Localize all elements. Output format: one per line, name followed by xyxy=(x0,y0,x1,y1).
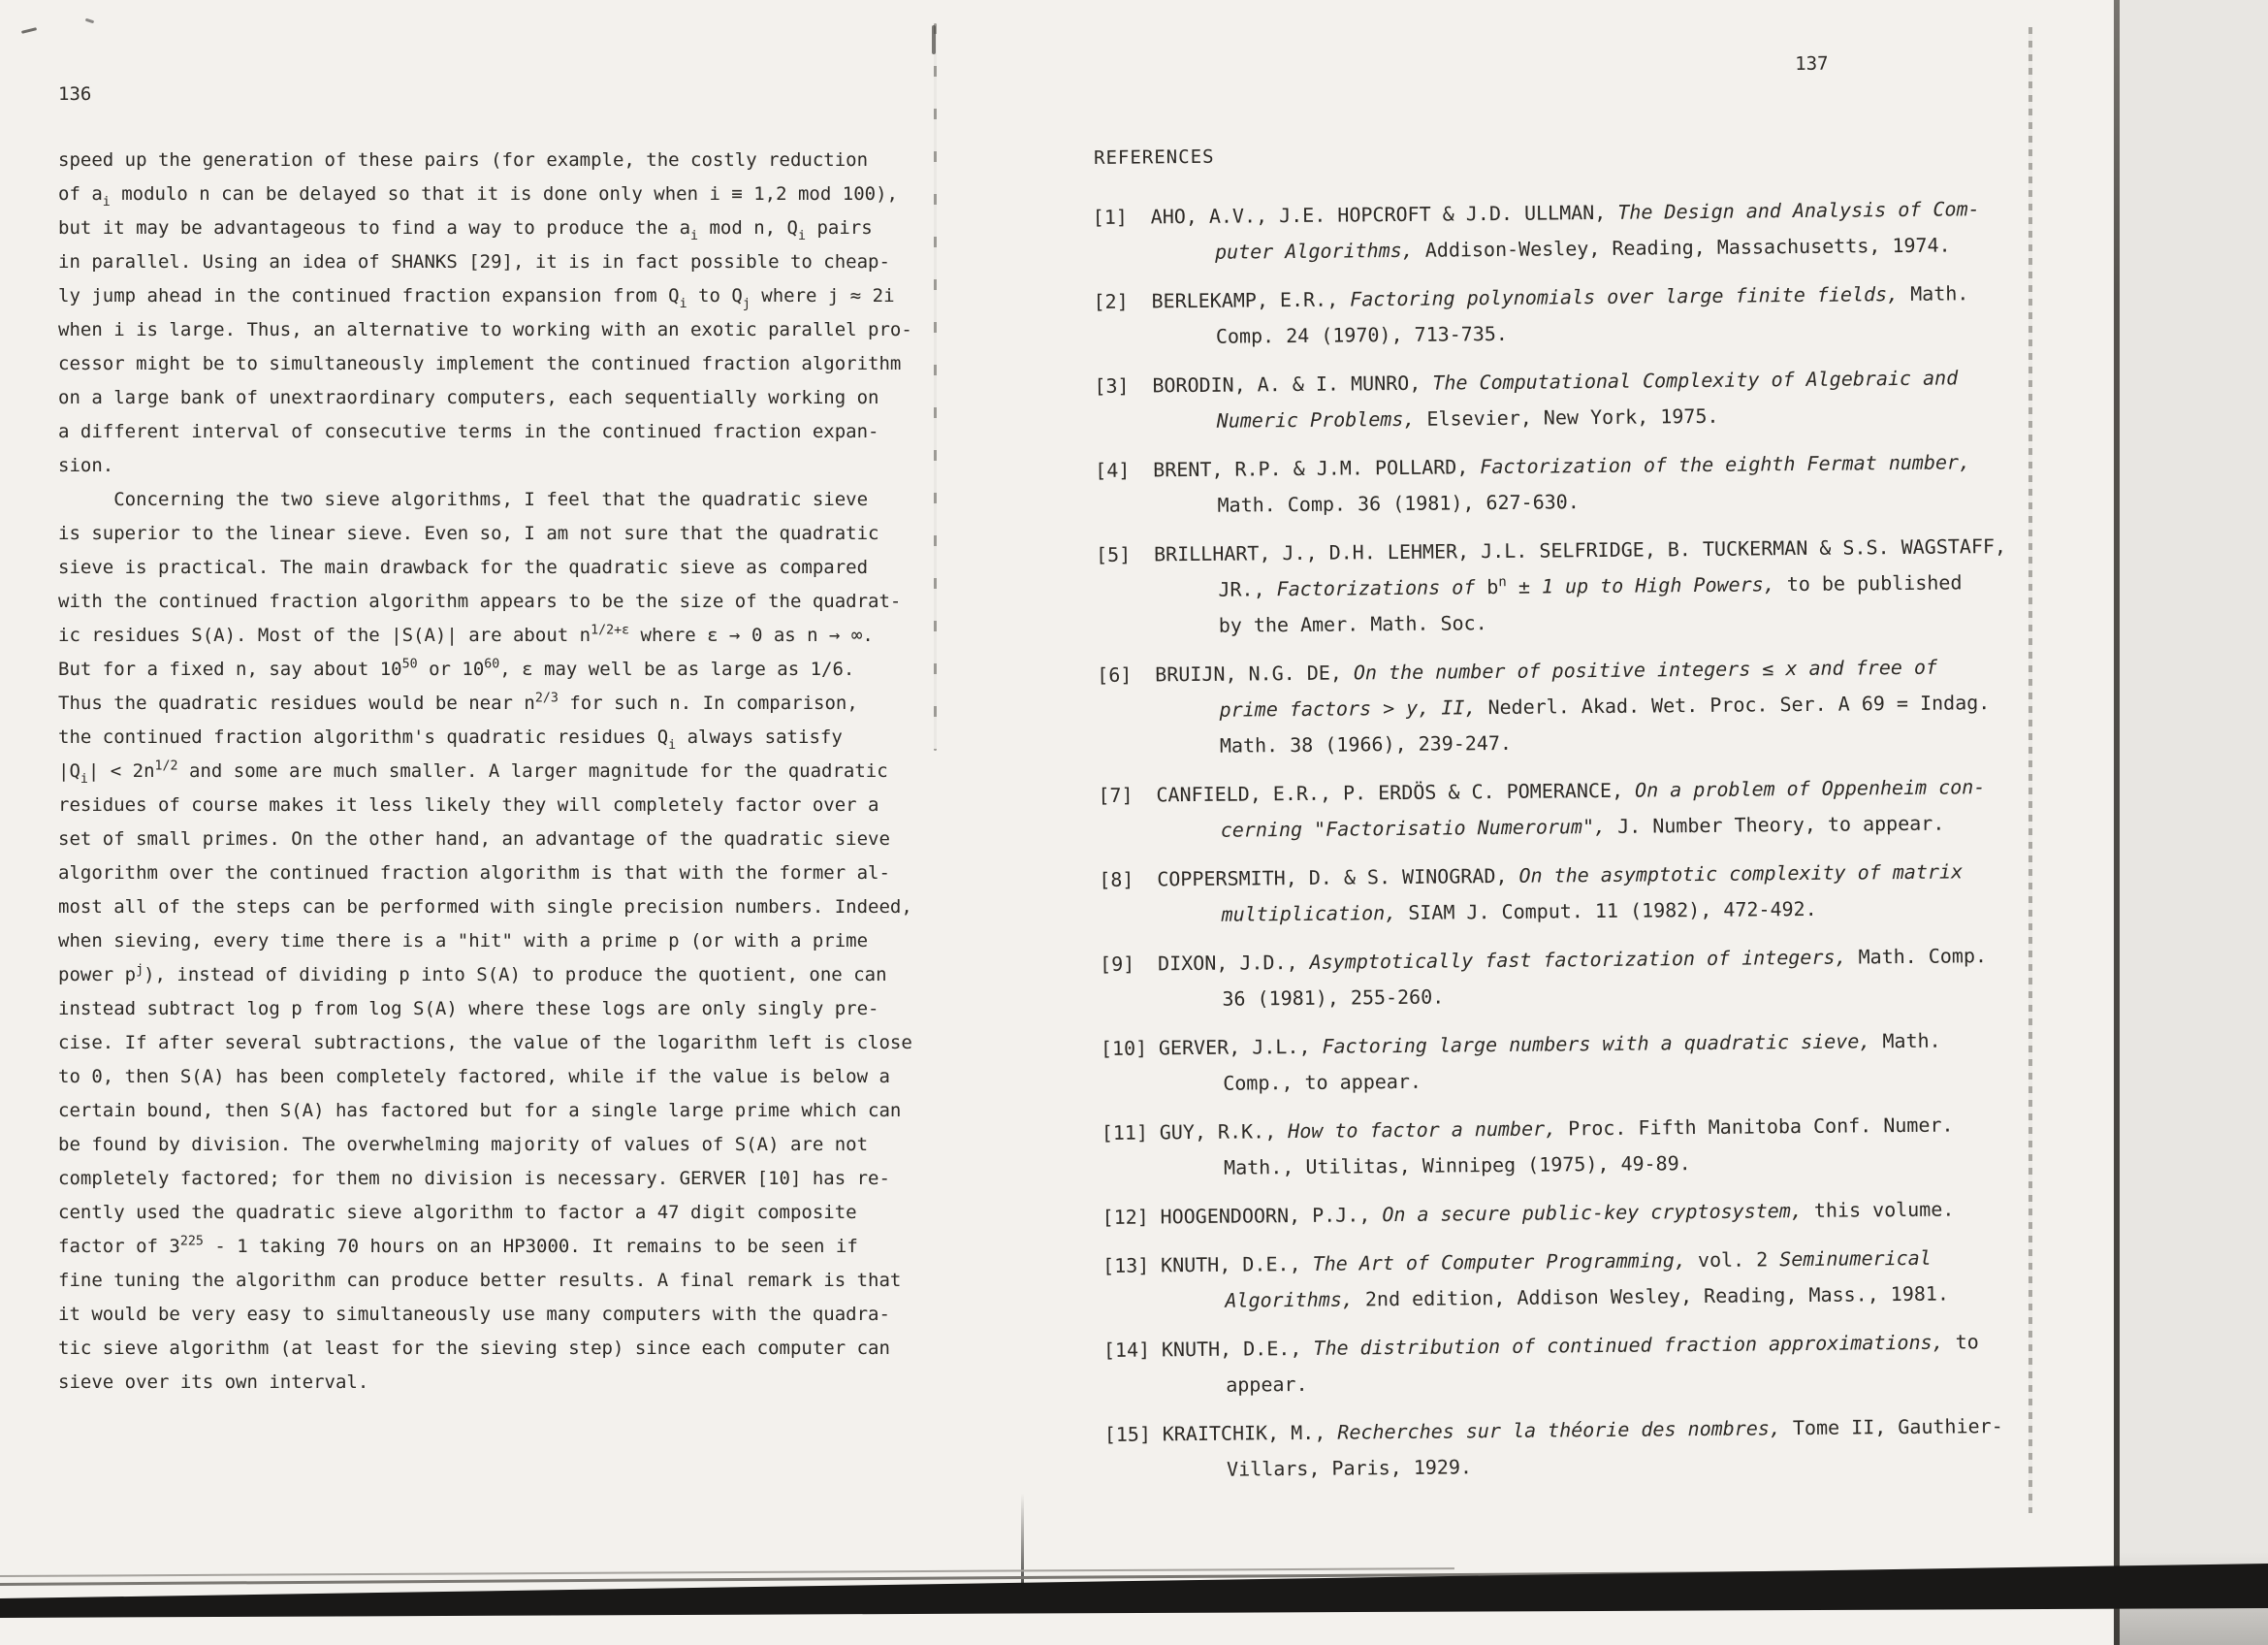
reference-line: [12] HOOGENDOORN, P.J., On a secure public-key cryptosystem, this volume. xyxy=(1102,1190,2057,1235)
reference-line: multiplication, SIAM J. Comput. 11 (1982), 472-492. xyxy=(1221,896,1817,926)
reference-line: [14] KNUTH, D.E., The distribution of continued fraction approximations, to xyxy=(1103,1323,2059,1368)
text-line: sieve is practical. The main drawback for the quadratic sieve as compared xyxy=(58,557,869,578)
text-line: ly jump ahead in the continued fraction expansion from $Q_i$ to $Q_j$ where j ≈ 2i xyxy=(58,285,895,311)
reference-line: [9] DIXON, J.D., Asymptotically fast factorization of integers, Math. Comp. xyxy=(1100,938,2055,983)
pen-mark xyxy=(21,27,37,34)
reference-item xyxy=(1100,938,2056,1018)
reference-line: [5] BRILLHART, J., D.H. LEHMER, J.L. SELFRIDGE, B. TUCKERMAN & S.S. WAGSTAFF, xyxy=(1096,529,2051,573)
reference-item xyxy=(1093,191,2049,272)
reference-item xyxy=(1098,769,2054,850)
text-line: Thus the quadratic residues would be near $n^{2/3}$ for such n. In comparison, xyxy=(58,691,858,714)
reference-label: [9] xyxy=(1099,952,1135,976)
text-line: certain bound, then S(A) has factored but for a single large prime which can xyxy=(58,1100,902,1121)
reference-line: Math., Utilitas, Winnipeg (1975), 49-89. xyxy=(1224,1151,1691,1179)
reference-item xyxy=(1099,854,2055,934)
text-line: But for a fixed n, say about $10^{50}$ or $10^{60}$, ε may well be as large as 1/6. xyxy=(58,657,855,680)
reference-item xyxy=(1093,275,2049,356)
text-line: sion. xyxy=(58,455,114,476)
text-line: fine tuning the algorithm can produce better results. A final remark is that xyxy=(58,1270,902,1291)
reference-item xyxy=(1101,1021,2057,1102)
reference-line: puter Algorithms, Addison-Wesley, Reading, Massachusetts, 1974. xyxy=(1214,233,1951,264)
reference-label: [14] xyxy=(1102,1338,1151,1362)
text-line: instead subtract log p from log S(A) where these logs are only singly pre- xyxy=(58,998,879,1019)
reference-item xyxy=(1095,444,2051,525)
references-list xyxy=(1093,191,2060,1501)
reference-line: [4] BRENT, R.P. & J.M. POLLARD, Factorization of the eighth Fermat number, xyxy=(1095,444,2050,489)
text-line: but it may be advantageous to find a way to produce the $a_i$ mod n, $Q_i$ pairs xyxy=(58,217,873,243)
text-line: set of small primes. On the other hand, an advantage of the quadratic sieve xyxy=(58,828,890,850)
reference-line: Math. 38 (1966), 239-247. xyxy=(1219,730,1513,758)
reference-item xyxy=(1096,529,2052,645)
reference-label: [6] xyxy=(1097,662,1133,687)
reference-line: Math. Comp. 36 (1981), 627-630. xyxy=(1217,490,1580,517)
text-line: sieve over its own interval. xyxy=(58,1371,369,1393)
text-line: be found by division. The overwhelming majority of values of S(A) are not xyxy=(58,1134,869,1155)
text-line: of $a_i$ modulo n can be delayed so that it is done only when i ≡ 1,2 mod 100), xyxy=(58,183,898,210)
scanner-lid-area xyxy=(2120,0,2268,1645)
reference-line: [1] AHO, A.V., J.E. HOPCROFT & J.D. ULLMAN, The Design and Analysis of Com- xyxy=(1093,191,2048,236)
text-line: a different interval of consecutive terms in the continued fraction expan- xyxy=(58,421,879,442)
reference-line: Comp., to appear. xyxy=(1223,1069,1422,1095)
pen-mark xyxy=(85,18,94,24)
reference-line: [10] GERVER, J.L., Factoring large numbers with a quadratic sieve, Math. xyxy=(1101,1021,2056,1066)
references-heading: REFERENCES xyxy=(1094,145,1215,169)
reference-line: [8] COPPERSMITH, D. & S. WINOGRAD, On the asymptotic complexity of matrix xyxy=(1099,854,2054,898)
reference-label: [3] xyxy=(1094,373,1130,398)
reference-label: [12] xyxy=(1102,1205,1149,1229)
reference-item xyxy=(1094,360,2050,440)
reference-line: Numeric Problems, Elsevier, New York, 1975. xyxy=(1216,403,1719,433)
reference-line: cerning "Factorisatio Numerorum", J. Number Theory, to appear. xyxy=(1220,811,1945,842)
reference-label: [7] xyxy=(1098,783,1134,807)
reference-label: [5] xyxy=(1095,542,1132,566)
reference-line: Comp. 24 (1970), 713-735. xyxy=(1215,321,1509,348)
text-line: residues of course makes it less likely they will completely factor over a xyxy=(58,794,879,816)
text-line: ic residues S(A). Most of the |S(A)| are about $n^{1/2+\varepsilon}$ where ε → 0 as n → ∞. xyxy=(58,623,874,646)
page-137 xyxy=(1091,35,2051,1481)
text-line: cise. If after several subtractions, the value of the logarithm left is close xyxy=(58,1032,912,1053)
reference-line: [11] GUY, R.K., How to factor a number, Proc. Fifth Manitoba Conf. Numer. xyxy=(1102,1106,2057,1150)
reference-line: [6] BRUIJN, N.G. DE, On the number of positive integers ≤ x and free of xyxy=(1097,649,2052,693)
reference-item xyxy=(1097,649,2053,765)
text-line: the continued fraction algorithm's quadratic residues $Q_i$ always satisfy xyxy=(58,726,843,753)
page-deckle-edge xyxy=(2028,27,2032,1513)
reference-line: [2] BERLEKAMP, E.R., Factoring polynomials over large finite fields, Math. xyxy=(1093,275,2048,320)
reference-line: JR., Factorizations of $b^n \pm 1$ up to High Powers, to be published xyxy=(1218,570,1963,601)
reference-line: [3] BORODIN, A. & I. MUNRO, The Computational Complexity of Algebraic and xyxy=(1094,360,2049,404)
text-line: algorithm over the continued fraction algorithm is that with the former al- xyxy=(58,862,890,884)
text-line: speed up the generation of these pairs (for example, the costly reduction xyxy=(58,149,869,171)
reference-line: Algorithms, 2nd edition, Addison Wesley, Reading, Mass., 1981. xyxy=(1225,1281,1950,1312)
book-gutter-mark-top xyxy=(932,25,936,54)
text-line: tic sieve algorithm (at least for the sieving step) since each computer can xyxy=(58,1338,890,1359)
text-line: it would be very easy to simultaneously use many computers with the quadra- xyxy=(58,1304,890,1325)
text-line: when i is large. Thus, an alternative to working with an exotic parallel pro- xyxy=(58,319,912,340)
text-line: $|Q_i| < 2n^{1/2}$ and some are much smaller. A larger magnitude for the quadratic xyxy=(58,758,888,787)
reference-item xyxy=(1104,1407,2060,1488)
reference-line: [7] CANFIELD, E.R., P. ERDÖS & C. POMERANCE, On a problem of Oppenheim con- xyxy=(1098,769,2053,814)
reference-label: [1] xyxy=(1092,205,1128,229)
text-line: cessor might be to simultaneously implement the continued fraction algorithm xyxy=(58,353,902,374)
reference-label: [8] xyxy=(1099,867,1134,891)
page-number-left: 136 xyxy=(58,83,92,105)
reference-line: [13] KNUTH, D.E., The Art of Computer Programming, vol. 2 Seminumerical xyxy=(1102,1239,2058,1283)
reference-item xyxy=(1102,1190,2057,1235)
text-line: power $p^j$), instead of dividing p into S(A) to produce the quotient, one can xyxy=(58,962,887,985)
reference-label: [10] xyxy=(1100,1036,1148,1060)
reference-item xyxy=(1103,1323,2060,1403)
text-line: to 0, then S(A) has been completely factored, while if the value is below a xyxy=(58,1066,890,1087)
reference-label: [11] xyxy=(1101,1120,1149,1145)
book-gutter-marks xyxy=(934,23,937,751)
reference-label: [2] xyxy=(1093,289,1129,313)
reference-item xyxy=(1102,1239,2059,1319)
text-line: is superior to the linear sieve. Even so, I am not sure that the quadratic xyxy=(58,523,879,544)
text-line: in parallel. Using an idea of SHANKS [29], it is in fact possible to cheap- xyxy=(58,251,890,273)
reference-label: [4] xyxy=(1095,458,1131,482)
reference-line: appear. xyxy=(1226,1371,1308,1397)
reference-line: prime factors > y, II, Nederl. Akad. Wet. Proc. Ser. A 69 = Indag. xyxy=(1219,691,1991,722)
text-line: factor of $3^{225} - 1$ taking 70 hours on an HP3000. It remains to be seen if xyxy=(58,1234,858,1257)
scan-bottom-black-band xyxy=(0,1552,2268,1622)
text-line: cently used the quadratic sieve algorithm to factor a 47 digit composite xyxy=(58,1202,857,1223)
reference-label: [13] xyxy=(1102,1253,1150,1277)
reference-line: by the Amer. Math. Soc. xyxy=(1218,611,1487,637)
reference-line: Villars, Paris, 1929. xyxy=(1226,1455,1473,1481)
reference-label: [15] xyxy=(1103,1422,1152,1446)
text-line: Concerning the two sieve algorithms, I feel that the quadratic sieve xyxy=(58,489,869,510)
reference-line: [15] KRAITCHIK, M., Recherches sur la théorie des nombres, Tome II, Gauthier- xyxy=(1104,1407,2060,1452)
text-line: with the continued fraction algorithm appears to be the size of the quadrat- xyxy=(58,591,902,612)
scan-bottom-band-area xyxy=(0,1552,2268,1622)
page-number-right: 137 xyxy=(1795,52,1829,76)
reference-line: 36 (1981), 255-260. xyxy=(1222,984,1445,1011)
text-line: completely factored; for them no division is necessary. GERVER [10] has re- xyxy=(58,1168,890,1189)
reference-item xyxy=(1102,1106,2058,1186)
body-text-page-136 xyxy=(58,144,950,1400)
text-line: most all of the steps can be performed with single precision numbers. Indeed, xyxy=(58,896,912,918)
text-line: on a large bank of unextraordinary computers, each sequentially working on xyxy=(58,387,879,408)
text-line: when sieving, every time there is a "hit" with a prime p (or with a prime xyxy=(58,930,869,952)
